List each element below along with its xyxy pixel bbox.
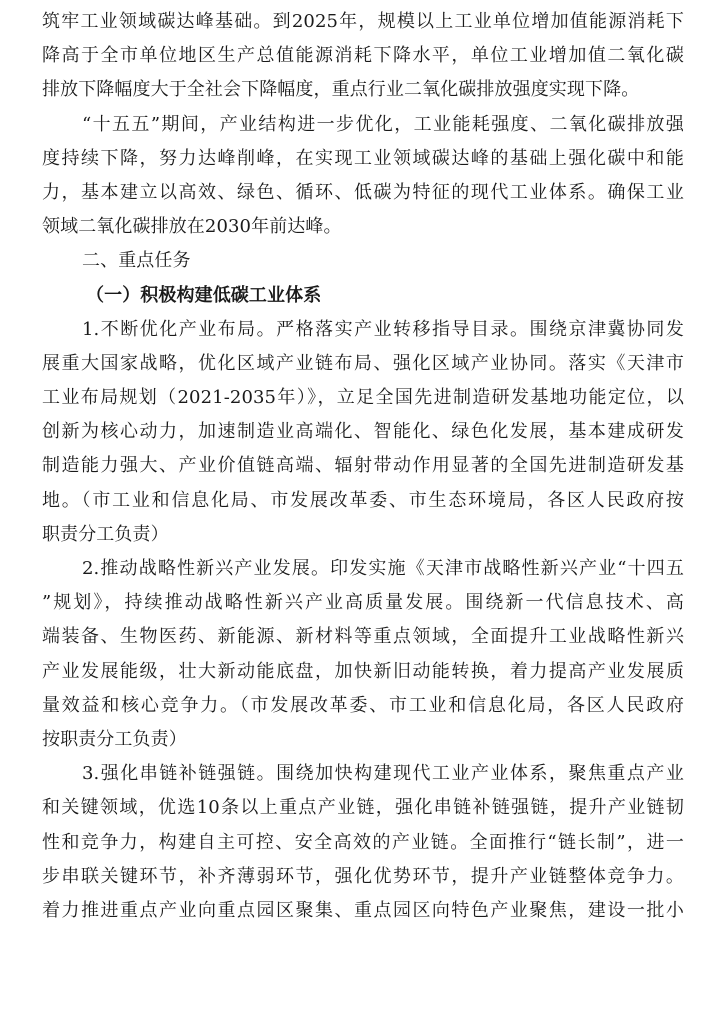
paragraph-line: 职责分工负责） <box>42 523 169 545</box>
subsection-heading: （一）积极构建低碳工业体系 <box>86 284 322 306</box>
paragraph-line: 力，基本建立以高效、绿色、循环、低碳为特征的现代工业体系。确保工业 <box>42 181 684 203</box>
paragraph-line: 3.强化串链补链强链。围绕加快构建现代工业产业体系，聚焦重点产业 <box>82 763 684 785</box>
paragraph-line: 降高于全市单位地区生产总值能源消耗下降水平，单位工业增加值二氧化碳 <box>42 45 684 67</box>
paragraph-line: 步串联关键环节，补齐薄弱环节，强化优势环节，提升产业链整体竞争力。 <box>42 865 684 887</box>
paragraph-line: 端装备、生物医药、新能源、新材料等重点领域，全面提升工业战略性新兴 <box>42 626 684 648</box>
paragraph-line: 2.推动战略性新兴产业发展。印发实施《天津市战略性新兴产业“十四五 <box>82 558 684 579</box>
paragraph-line: 按职责分工负责） <box>42 728 187 750</box>
paragraph-line: 地。（市工业和信息化局、市发展改革委、市生态环境局，各区人民政府按 <box>42 489 684 511</box>
paragraph-line: 筑牢工业领域碳达峰基础。到2025年，规模以上工业单位增加值能源消耗下 <box>42 11 684 32</box>
paragraph-line: 创新为核心动力，加速制造业高端化、智能化、绿色化发展，基本建成研发 <box>42 421 684 443</box>
paragraph-line: 性和竞争力，构建自主可控、安全高效的产业链。全面推行“链长制”，进一 <box>42 831 684 853</box>
paragraph-line: 制造能力强大、产业价值链高端、辐射带动作用显著的全国先进制造研发基 <box>42 455 684 477</box>
paragraph-line: 排放下降幅度大于全社会下降幅度，重点行业二氧化碳排放强度实现下降。 <box>42 79 640 101</box>
paragraph-line: 量效益和核心竞争力。（市发展改革委、市工业和信息化局，各区人民政府 <box>42 694 684 716</box>
paragraph-line: “十五五”期间，产业结构进一步优化，工业能耗强度、二氧化碳排放强 <box>82 113 684 135</box>
paragraph-line: 和关键领域，优选10条以上重点产业链，强化串链补链强链，提升产业链韧 <box>42 797 684 819</box>
paragraph-line: 展重大国家战略，优化区域产业链布局、强化区域产业协同。落实《天津市 <box>42 352 684 374</box>
paragraph-line: 着力推进重点产业向重点园区聚集、重点园区向特色产业聚焦，建设一批小 <box>42 899 684 921</box>
document-body <box>42 5 684 928</box>
section-heading: 二、重点任务 <box>82 250 191 272</box>
paragraph-line: 领域二氧化碳排放在2030年前达峰。 <box>42 216 342 238</box>
paragraph-line: ”规划》，持续推动战略性新兴产业高质量发展。围绕新一代信息技术、高 <box>42 592 684 614</box>
paragraph-line: 度持续下降，努力达峰削峰，在实现工业领域碳达峰的基础上强化碳中和能 <box>42 147 684 169</box>
paragraph-line: 产业发展能级，壮大新动能底盘，加快新旧动能转换，着力提高产业发展质 <box>42 660 684 682</box>
paragraph-line: 1.不断优化产业布局。严格落实产业转移指导目录。围绕京津冀协同发 <box>82 318 684 340</box>
paragraph-line: 工业布局规划（2021-2035年）》，立足全国先进制造研发基地功能定位，以 <box>42 387 684 409</box>
